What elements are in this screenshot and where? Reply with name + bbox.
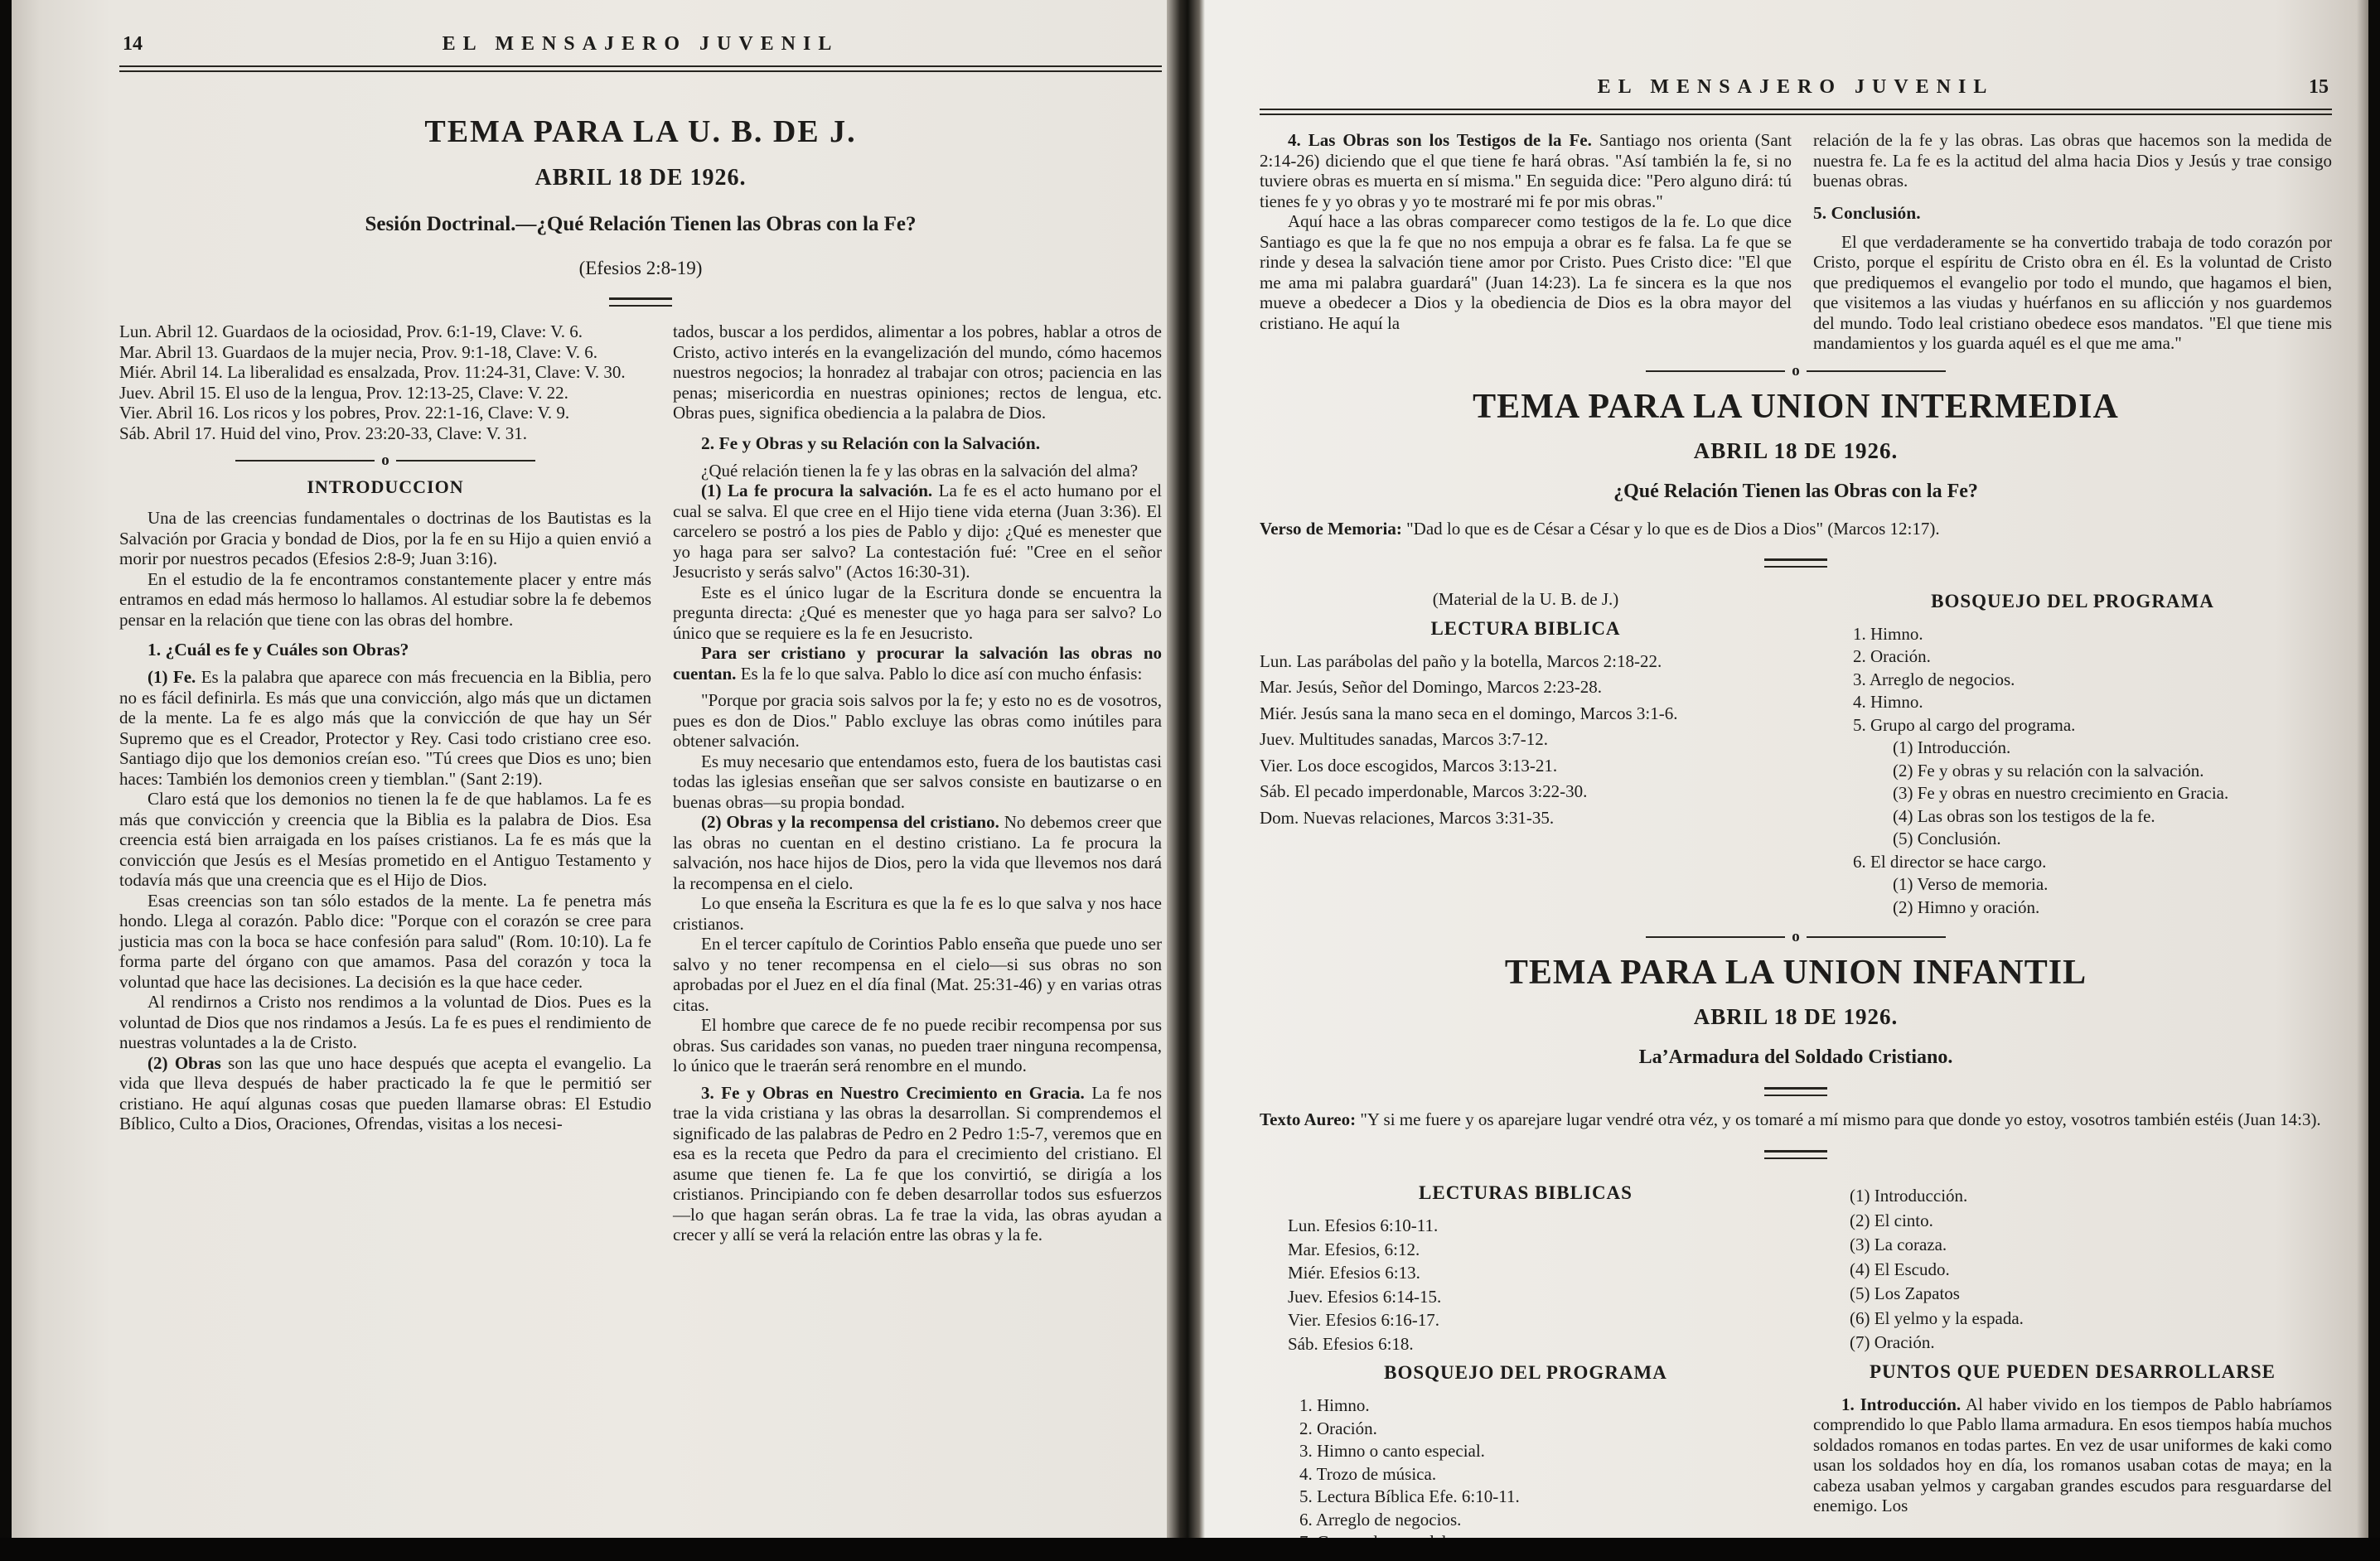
program-item: 1. Himno. <box>1299 1395 1370 1415</box>
memory-verse-text: "Dad lo que es de César a César y lo que es de Dios a Dios" (Marcos 12:17). <box>1401 518 1940 539</box>
schedule-item: Mar. Abril 13. Guardaos de la mujer necia, Prov. 9:1-18, Clave: V. 6. <box>119 341 598 362</box>
infantil-date: ABRIL 18 DE 1926. <box>1693 1004 1899 1029</box>
page-number-left: 14 <box>123 33 143 55</box>
golden-text <box>1260 1108 2332 1132</box>
page-left <box>12 0 1175 1538</box>
program-subitem: (1) Introducción. <box>1893 737 2011 757</box>
golden-text-body: "Y si me fuere y os aparejare lugar vendré otra véz, y os tomaré a mí mismo para que donde yo estoy, vosotros también estéis (Juan 14:3). <box>1356 1109 2321 1129</box>
reading-item: Mar. Efesios, 6:12. <box>1288 1239 1420 1259</box>
paragraph <box>673 481 1162 582</box>
paragraph-text: Al haber vivido en los tiempos de Pablo habríamos comprendido lo que Pablo llama armadura. En esos tiempos había muchos soldados romanos en todas partes. En vez de usar uniformes de kaki como usan los soldados hoy en día, los romanos usaban cotas de maya; en la cabeza usaban yelmos y cargaban grandes escudos para resguardarse del enemigo. Los <box>1813 1394 2332 1515</box>
armor-point: (4) El Escudo. <box>1850 1259 1950 1279</box>
section-divider <box>1764 1150 1827 1159</box>
section-divider <box>1764 1087 1827 1096</box>
infantil-column-1 <box>1260 1174 1792 1555</box>
paragraph: Una de las creencias fundamentales o doctrinas de los Bautistas es la Salvación por Gracia y bondad de Dios, por la fe en su Hijo a quien envió a morir por nuestros pecados (Efesios 2:8-9; Juan 3:16). <box>119 508 651 568</box>
paragraph: Aquí hace a las obras comparecer como testigos de la fe. Lo que dice Santiago es que la fe que no nos empuja a obrar es fe falsa. La fe que se rinde y desea la salvación tiene amor por Cristo. Pues Cristo dice: "El que me ama mi palabra guardará" (Juan 14:23). La fe sincera es la que nos mueve a obedecer a Dios y la obediencia de Dios es la obra mayor del cristiano. He aquí la <box>1260 211 1792 333</box>
article-title: TEMA PARA LA U. B. DE J. <box>424 114 857 149</box>
reading-item: Miér. Efesios 6:13. <box>1288 1263 1420 1283</box>
program-subitem: (4) Las obras son los testigos de la fe. <box>1893 805 2155 826</box>
paragraph <box>673 643 1162 684</box>
program-subitem: (3) Fe y obras en nuestro crecimiento en Gracia. <box>1893 783 2229 803</box>
section-divider <box>609 297 672 307</box>
intermedia-date: ABRIL 18 DE 1926. <box>1693 437 1899 463</box>
program-subitem: (1) Verso de memoria. <box>1893 874 2049 894</box>
schedule-item: Juev. Abril 15. El uso de la lengua, Prov. 12:13-25, Clave: V. 22. <box>119 382 568 403</box>
paragraph: Es muy necesario que entendamos esto, fuera de los bautistas casi todas las iglesias enseñan que ser salvos consiste en bautizarse o en buenas obras—su propia bondad. <box>673 751 1162 812</box>
infantil-column-2 <box>1813 1174 2332 1555</box>
page-right-header <box>1260 76 2332 99</box>
left-page-column-2 <box>673 321 1162 1245</box>
paragraph: En el tercer capítulo de Corintios Pablo enseña que puede uno ser salvo y no tener recompensa en el cielo—si sus obras no son aprobadas por el Juez en el día final (Mat. 25:31-46) y en varias otras citas. <box>673 934 1162 1015</box>
paragraph: tados, buscar a los perdidos, alimentar a los pobres, hablar a otros de Cristo, activo interés en la evangelización del mundo, cómo hacemos nuestros negocios; la honradez al trabajar con otros; paciencia en las penas; misericordia en nuestras opiniones; rectos de lengua, etc. Obras pues, significa obediencia a la palabra de Dios. <box>673 321 1162 423</box>
conclusion-heading: 5. Conclusión. <box>1813 202 1921 223</box>
golden-text-label: Texto Aureo: <box>1260 1109 1357 1129</box>
memory-verse <box>1260 518 2332 540</box>
page-number-right: 15 <box>2309 76 2329 98</box>
bosquejo-heading-infantil: BOSQUEJO DEL PROGRAMA <box>1384 1362 1667 1383</box>
paragraph-text: son las que uno hace después que acepta el evangelio. La vida que lleva después de haber practicado la fe que le permitió ser cristiano. He aquí algunas cosas que pueden llamarse obras: El Estudio Bíblico, Culto a Dios, Oraciones, Ofrendas, visitas a los necesi- <box>119 1052 651 1133</box>
introduction-heading: INTRODUCCION <box>307 476 464 497</box>
paragraph <box>673 812 1162 893</box>
paragraph-lead: (1) La fe procura la salvación. <box>701 481 933 500</box>
paragraph-lead: 4. Las Obras son los Testigos de la Fe. <box>1288 130 1592 150</box>
schedule-item: Vier. Abril 16. Los ricos y los pobres, Prov. 22:1-16, Clave: V. 9. <box>119 403 570 423</box>
paragraph-lead: 3. Fe y Obras en Nuestro Crecimiento en Gracia. <box>701 1082 1085 1103</box>
reading-item: Juev. Efesios 6:14-15. <box>1288 1286 1442 1307</box>
paragraph: Este es el único lugar de la Escritura donde se encuentra la pregunta directa: ¿Qué es menester que yo haga para ser salvo? Lo único que se requiere es la fe en Jesucristo. <box>673 582 1162 643</box>
armor-point: (2) El cinto. <box>1850 1210 1933 1230</box>
paragraph-lead: (1) Fe. <box>148 667 196 687</box>
paragraph-lead: Para ser cristiano y procurar la salvación las obras no cuentan. <box>673 643 1162 684</box>
header-rule-left <box>119 65 1162 72</box>
article-subtitle: Sesión Doctrinal.—¿Qué Relación Tienen las Obras con la Fe? <box>365 213 917 235</box>
armor-point: (5) Los Zapatos <box>1850 1283 1960 1303</box>
reading-item: Sáb. El pecado imperdonable, Marcos 3:22-30. <box>1260 781 1588 801</box>
program-subitem: (2) Himno y oración. <box>1893 896 2040 917</box>
intermedia-title: TEMA PARA LA UNION INTERMEDIA <box>1473 387 2119 426</box>
book-gutter <box>1167 0 1205 1561</box>
reading-item: Vier. Efesios 6:16-17. <box>1288 1310 1440 1330</box>
armor-point: (7) Oración. <box>1850 1332 1935 1352</box>
reading-item: Dom. Nuevas relaciones, Marcos 3:31-35. <box>1260 807 1555 828</box>
program-item: 3. Himno o canto especial. <box>1299 1441 1485 1461</box>
intermedia-column-2 <box>1813 582 2332 921</box>
paragraph-lead: 1. Introducción. <box>1841 1394 1962 1414</box>
program-item: 5. Grupo al cargo del programa. <box>1853 714 2076 735</box>
paragraph-text: La fe es el acto humano por el cual se salva. El que cree en el Hijo tiene vida eterna (Juan 3:36). El carcelero se postró a los pies de Pablo y dijo: ¿Qué es menester que yo haga para ser salvo? La contestación fué: "Cree en el señor Jesucristo y serás salvo" (Actos 16:30-31). <box>673 481 1162 582</box>
reading-item: Vier. Los doce escogidos, Marcos 3:13-21. <box>1260 755 1558 776</box>
scripture-reference: (Efesios 2:8-19) <box>578 258 703 278</box>
program-item: 6. Arreglo de negocios. <box>1299 1509 1462 1530</box>
paragraph: Al rendirnos a Cristo nos rendimos a la voluntad de Dios. Pues es la voluntad de Dios que nos rindamos a Jesús. La fe es pues el rendimiento de nuestras voluntades a la de Cristo. <box>119 992 651 1052</box>
paragraph-text: Es la fe lo que salva. Pablo lo dice así con mucho énfasis: <box>736 663 1143 684</box>
ornament-divider: o <box>1260 933 2332 941</box>
infantil-title: TEMA PARA LA UNION INFANTIL <box>1504 954 2087 992</box>
puntos-heading: PUNTOS QUE PUEDEN DESARROLLARSE <box>1869 1360 2276 1382</box>
paragraph: Claro está que los demonios no tienen la fe de que hablamos. La fe es más que convicción y creencia que la Biblia es la palabra de Dios. Esa creencia está bien arraigada en los países cristianos. La fe es más que la convicción que Jesús es el Mesías prometido en el Antiguo Testamento y todavía más que una creencia que es el Hijo de Dios. <box>119 789 651 890</box>
paragraph: El que verdaderamente se ha convertido trabaja de todo corazón por Cristo, porque el espíritu de Cristo obra en él. Es la voluntad de Cristo que prediquemos el evangelio por todo el mundo, que hagamos el bien, que visitemos a las viudas y huérfanos en su aflicción y nos guardemos del mundo. Todo leal cristiano obedece esos mandatos. "El que tiene mis mandamientos y los guarda aquél es el que me ama." <box>1813 231 2332 353</box>
paragraph-lead: (2) Obras <box>148 1052 221 1073</box>
intermedia-column-1 <box>1260 582 1792 921</box>
right-page-column-1 <box>1260 130 1792 354</box>
paragraph: Esas creencias son tan sólo estados de la mente. La fe penetra más hondo. Llega al corazón. Pablo dice: "Porque con el corazón se cree para justicia mas con la boca se hace confesión para salud" (Rom. 10:10). La fe forma parte del órgano con que amamos. Pasa del corazón y toca la voluntad que hace las decisiones. La decisión es la que hace ceder. <box>119 890 651 992</box>
paragraph-text: No debemos creer que las obras no cuentan en el destino cristiano. La fe procura la salvación, nos hace hijos de Dios, pero la vida que llevemos nos dará la recompensa en el cielo. <box>673 812 1162 893</box>
program-item: 2. Oración. <box>1853 646 1931 666</box>
reading-item: Lun. Las parábolas del paño y la botella, Marcos 2:18-22. <box>1260 650 1662 671</box>
reading-item: Sáb. Efesios 6:18. <box>1288 1333 1414 1354</box>
paragraph-text: La fe nos trae la vida cristiana y las obras la desarrollan. Si comprendemos el significado de las palabras de Pedro en 2 Pedro 1:5-7, veremos que en esa es la receta que Pedro da para el crecimiento del cristiano. El asume que tienen fe. La fe que los convirtió, se dirigía a los cristianos. Principiando con fe deben desarrollar todos sus esfuerzos—lo que hagan serán obras. La fe trae la vida, las obras ayudan a crecer y allí se verá la relación entre las obras y la fe. <box>673 1082 1162 1244</box>
left-page-column-1 <box>119 321 651 1245</box>
scan-edge <box>0 1538 2380 1561</box>
paragraph <box>1813 1394 2332 1516</box>
paragraph: En el estudio de la fe encontramos constantemente placer y entre más entramos en edad más hermoso lo hallamos. Al estudiar sobre la fe debemos pensar en la relación que tiene con las obras del hombre. <box>119 568 651 630</box>
paragraph-text: Santiago nos orienta (Sant 2:14-26) diciendo que el que tiene fe hará obras. "Así también la fe, si no tuviere obras es muerta en sí misma." En seguida dice: "Pero alguno dirá: tú tienes fe y yo obras y yo te mostraré mi fe por mis obras." <box>1260 130 1792 211</box>
paragraph: Lo que enseña la Escritura es que la fe es lo que salva y nos hace cristianos. <box>673 893 1162 934</box>
program-item: 5. Lectura Bíblica Efe. 6:10-11. <box>1299 1486 1520 1506</box>
paragraph <box>119 667 651 789</box>
program-item: 6. El director se hace cargo. <box>1853 851 2047 872</box>
paragraph: relación de la fe y las obras. Las obras que hacemos son la medida de nuestra fe. La fe es la actitud del alma hacia Dios y Jesús y trae consigo buenas obras. <box>1813 130 2332 191</box>
paragraph <box>119 1053 651 1134</box>
armor-point: (6) El yelmo y la espada. <box>1850 1307 2024 1328</box>
program-subitem: (2) Fe y obras y su relación con la salvación. <box>1893 760 2204 780</box>
journal-title-right: EL MENSAJERO JUVENIL <box>1597 76 1995 98</box>
schedule-item: Miér. Abril 14. La liberalidad es ensalzada, Prov. 11:24-31, Clave: V. 30. <box>119 362 626 382</box>
paragraph <box>1260 130 1792 211</box>
intermedia-subtitle: ¿Qué Relación Tienen las Obras con la Fe? <box>1613 480 1978 502</box>
ornament-divider: o <box>1260 367 2332 375</box>
header-rule-right <box>1260 109 2332 115</box>
paragraph: "Porque por gracia sois salvos por la fe; y esto no es de vosotros, pues es don de Dios." Pablo excluye las obras como inútiles para obtener salvación. <box>673 690 1162 751</box>
program-item: 4. Trozo de música. <box>1299 1463 1437 1484</box>
article-date: ABRIL 18 DE 1926. <box>535 165 747 191</box>
paragraph-lead: (2) Obras y la recompensa del cristiano. <box>701 812 999 832</box>
armor-point: (3) La coraza. <box>1850 1235 1947 1254</box>
lecturas-biblicas-heading: LECTURAS BIBLICAS <box>1419 1182 1633 1203</box>
section-heading-1: 1. ¿Cuál es fe y Cuáles son Obras? <box>148 640 409 660</box>
program-item: 3. Arreglo de negocios. <box>1853 669 2015 689</box>
lectura-biblica-heading: LECTURA BIBLICA <box>1430 617 1621 639</box>
section-divider <box>1764 558 1827 568</box>
program-item: 4. Himno. <box>1853 692 1923 712</box>
reading-item: Mar. Jesús, Señor del Domingo, Marcos 2:23-28. <box>1260 677 1602 697</box>
memory-verse-label: Verso de Memoria: <box>1260 518 1402 539</box>
program-item: 2. Oración. <box>1299 1418 1377 1438</box>
page-right <box>1198 0 2368 1538</box>
armor-point: (1) Introducción. <box>1850 1186 1968 1206</box>
material-note: (Material de la U. B. de J.) <box>1432 588 1619 609</box>
paragraph: ¿Qué relación tienen la fe y las obras en la salvación del alma? <box>701 460 1139 481</box>
paragraph <box>673 1083 1162 1245</box>
journal-title-left: EL MENSAJERO JUVENIL <box>442 33 839 55</box>
reading-item: Miér. Jesús sana la mano seca en el domingo, Marcos 3:1-6. <box>1260 703 1678 723</box>
paragraph: El hombre que carece de fe no puede recibir recompensa por sus obras. Sus caridades son vanas, no pueden traer ninguna recompensa, lo único que le traerán será renombre en el mundo. <box>673 1015 1162 1075</box>
infantil-subtitle: La’Armadura del Soldado Cristiano. <box>1638 1046 1953 1068</box>
reading-item: Lun. Efesios 6:10-11. <box>1288 1215 1439 1235</box>
reading-item: Juev. Multitudes sanadas, Marcos 3:7-12. <box>1260 729 1548 749</box>
paragraph-text: Es la palabra que aparece con más frecuencia en la Biblia, pero no es fácil definirla. Es más que una convicción, algo más que un dictamen de la mente. La fe es algo más que la convicción de que hay un Sér Supremo que es el Creador, Protector y Rey. Casi todo cristiano cree eso. Santiago dijo que los demonios creían eso. "Tú crees que Dios es uno; bien haces: También los demonios creen y tiemblan." (Sant 2:19). <box>119 667 651 789</box>
page-left-header <box>119 33 1162 56</box>
program-item: 1. Himno. <box>1853 623 1923 644</box>
schedule-item: Sáb. Abril 17. Huid del vino, Prov. 23:20-33, Clave: V. 31. <box>119 423 527 443</box>
ornament-divider: o <box>119 457 651 465</box>
right-page-column-2 <box>1813 130 2332 354</box>
section-heading-2: 2. Fe y Obras y su Relación con la Salvación. <box>701 433 1041 453</box>
bosquejo-heading: BOSQUEJO DEL PROGRAMA <box>1931 590 2214 611</box>
schedule-item: Lun. Abril 12. Guardaos de la ociosidad, Prov. 6:1-19, Clave: V. 6. <box>119 321 583 341</box>
program-subitem: (5) Conclusión. <box>1893 829 2001 848</box>
